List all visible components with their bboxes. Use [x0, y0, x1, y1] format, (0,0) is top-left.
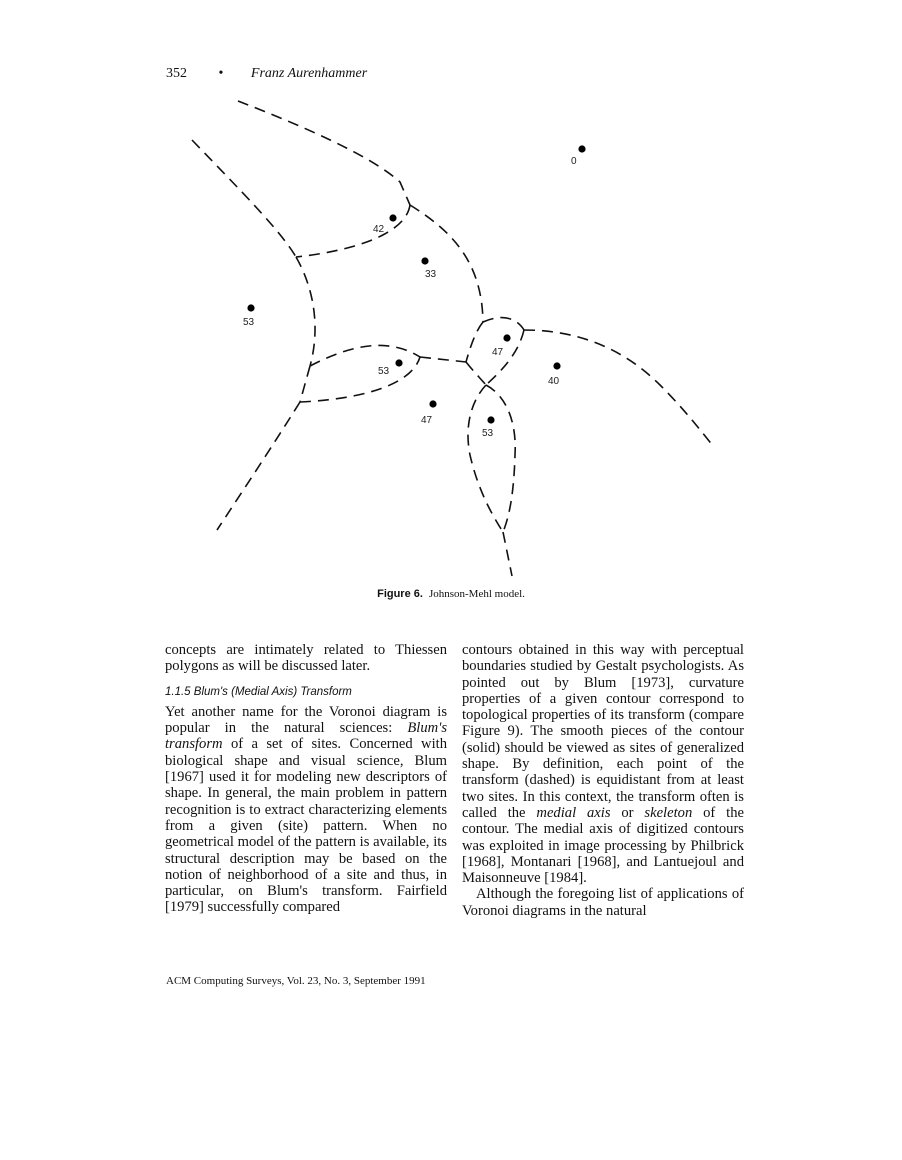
- site-label: 53: [243, 317, 255, 328]
- left-paragraph-2: [165, 704, 447, 916]
- caption-label: Figure 6.: [377, 588, 423, 600]
- journal-footer: ACM Computing Surveys, Vol. 23, No. 3, September 1991: [166, 975, 426, 987]
- site-marker: [487, 416, 494, 423]
- site-label: 42: [373, 224, 385, 235]
- figure-caption: [0, 588, 902, 600]
- left-para2-text-b: of a set of sites. Concerned with biological shape and visual science, Blum [1967] used it for modeling new descriptors of shape. In general, the main problem in pattern recognition is to extract characterizing elements from a given (site) pattern. When no geometrical model of the pattern is available, its structural description may be based on the notion of neighborhood of a site and thus, in particular, on Blum's transform. Fairfield [1979] successfully compared: [165, 736, 447, 916]
- right-column: [462, 642, 744, 919]
- edge-mid-horizontal: [420, 357, 466, 362]
- edge-left-join: [300, 366, 310, 402]
- left-para2-italic: Blum's transform: [165, 720, 447, 753]
- figure-sites: [243, 145, 586, 439]
- site-label: 53: [378, 366, 390, 377]
- edge-33-right: [410, 205, 483, 322]
- site-marker: [578, 145, 585, 152]
- site-label: 40: [548, 376, 560, 387]
- edge-left-vertical: [296, 257, 315, 366]
- right-para1-text-b: or: [610, 804, 645, 821]
- header-bullet: •: [218, 66, 224, 81]
- site-label: 33: [425, 269, 437, 280]
- edge-47-ring-bottom: [466, 362, 486, 385]
- site-label: 47: [492, 347, 504, 358]
- right-paragraph-1: [462, 642, 744, 886]
- site-label: 53: [482, 428, 494, 439]
- right-para1-italic-2: skeleton: [644, 804, 693, 821]
- figure-edges: [192, 101, 714, 576]
- site-marker: [247, 304, 254, 311]
- right-paragraph-2: Although the foregoing list of applications of Voronoi diagrams in the natural: [462, 886, 744, 919]
- edge-bottom-tail: [503, 532, 512, 576]
- running-header: [166, 66, 367, 82]
- johnson-mehl-figure: [0, 90, 902, 580]
- left-para2-text-a: Yet another name for the Voronoi diagram is popular in the natural sciences:: [165, 703, 447, 737]
- site-marker: [395, 359, 402, 366]
- author-name: Franz Aurenhammer: [250, 66, 368, 81]
- page-number: 352: [166, 66, 187, 81]
- section-heading: 1.1.5 Blum's (Medial Axis) Transform: [165, 685, 352, 698]
- site-marker: [553, 362, 560, 369]
- edge-left-long: [192, 140, 296, 257]
- site-marker: [421, 257, 428, 264]
- right-para1-italic-1: medial axis: [536, 804, 611, 821]
- edge-top-arc: [238, 101, 410, 205]
- edge-42-lower: [296, 205, 410, 257]
- right-para1-text-a: contours obtained in this way with perceptual boundaries studied by Gestalt psychologists. As pointed out by Blum [1973], curvature properties of a given contour correspond to topological properties of its transform (compare Figure 9). The smooth pieces of the contour (solid) should be viewed as sites of generalized shape. By definition, each point of the transform (dashed) is equidistant from at least two sites. In this context, the transform often is called the: [462, 642, 744, 821]
- left-paragraph-1: concepts are intimately related to Thiessen polygons as will be discussed later.: [165, 642, 447, 675]
- edge-47-ring-top: [483, 318, 524, 330]
- edge-53-top: [310, 345, 420, 366]
- left-column: [165, 642, 447, 916]
- edge-left-lower: [217, 402, 300, 530]
- caption-text: Johnson-Mehl model.: [428, 588, 525, 600]
- right-para1-text-c: of the contour. The medial axis of digitized contours was exploited in image processing by Philbrick [1968], Montanari [1968], and Lantuejoul and Maisonneuve [1984].: [462, 804, 744, 887]
- site-marker: [429, 400, 436, 407]
- edge-right-long: [524, 330, 714, 447]
- site-label: 0: [571, 156, 577, 167]
- site-marker: [389, 214, 396, 221]
- edge-53-loop-left: [468, 385, 503, 532]
- site-label: 47: [421, 415, 433, 426]
- site-marker: [503, 334, 510, 341]
- edge-47-ring-left: [466, 322, 483, 362]
